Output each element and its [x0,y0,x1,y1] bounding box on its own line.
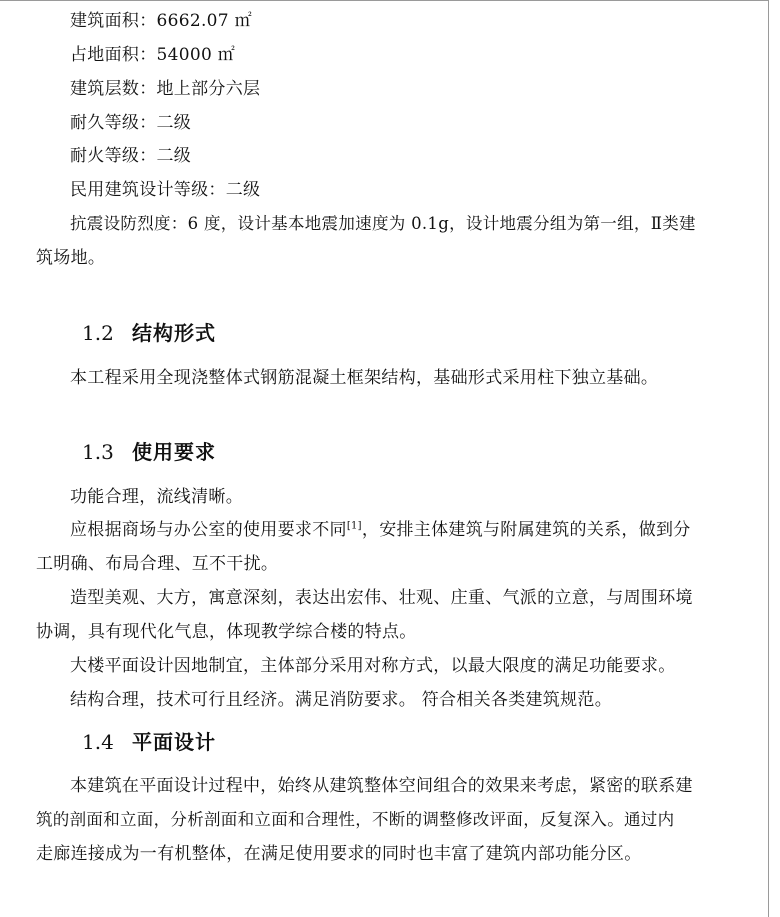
section-number: 1.4 [82,730,114,754]
section-title: 平面设计 [132,730,216,754]
info-durability: 耐久等级：二级 [70,113,192,133]
info-civil-grade: 民用建筑设计等级：二级 [70,180,261,200]
usage-paragraph-2-line-1 [70,520,691,540]
section-title: 使用要求 [132,440,216,464]
section-number: 1.2 [82,321,114,345]
citation-ref[interactable]: [1] [346,520,362,532]
section-number: 1.3 [82,440,114,464]
info-building-area: 建筑面积：6662.07 ㎡ [70,11,252,31]
usage-paragraph-5: 结构合理，技术可行且经济。满足消防要求。 符合相关各类建筑规范。 [70,690,613,710]
info-seismic-line-2: 筑场地。 [36,248,106,268]
usage-paragraph-4: 大楼平面设计因地制宜，主体部分采用对称方式，以最大限度的满足功能要求。 [70,656,676,676]
usage-text: 应根据商场与办公室的使用要求不同 [70,520,347,540]
info-land-area: 占地面积：54000 ㎡ [70,45,236,65]
info-seismic-line-1: 抗震设防烈度：6 度，设计基本地震加速度为 0.1g，设计地震分组为第一组，Ⅱ类建 [70,214,696,233]
page-right-border [768,0,769,917]
info-floors: 建筑层数：地上部分六层 [70,79,261,99]
section-heading-1-4 [82,730,216,754]
usage-text: ，安排主体建筑与附属建筑的关系，做到分 [361,520,691,540]
usage-paragraph-3-line-2: 协调，具有现代化气息，体现教学综合楼的特点。 [36,622,417,642]
section-title: 结构形式 [132,321,216,345]
plan-paragraph-line-3: 走廊连接成为一有机整体，在满足使用要求的同时也丰富了建筑内部功能分区。 [36,844,642,864]
plan-paragraph-line-1: 本建筑在平面设计过程中，始终从建筑整体空间组合的效果来考虑，紧密的联系建 [70,776,693,796]
info-fire-rating: 耐火等级：二级 [70,146,192,166]
usage-paragraph-2-line-2: 工明确、布局合理、互不干扰。 [36,554,279,574]
usage-paragraph-1: 功能合理，流线清晰。 [70,487,243,507]
section-heading-1-3 [82,440,216,464]
usage-paragraph-3-line-1: 造型美观、大方，寓意深刻，表达出宏伟、壮观、庄重、气派的立意，与周围环境 [70,588,693,608]
section-heading-1-2 [82,321,216,345]
structure-paragraph: 本工程采用全现浇整体式钢筋混凝土框架结构，基础形式采用柱下独立基础。 [70,368,659,388]
plan-paragraph-line-2: 筑的剖面和立面，分析剖面和立面和合理性，不断的调整修改评面，反复深入。通过内 [36,810,675,829]
